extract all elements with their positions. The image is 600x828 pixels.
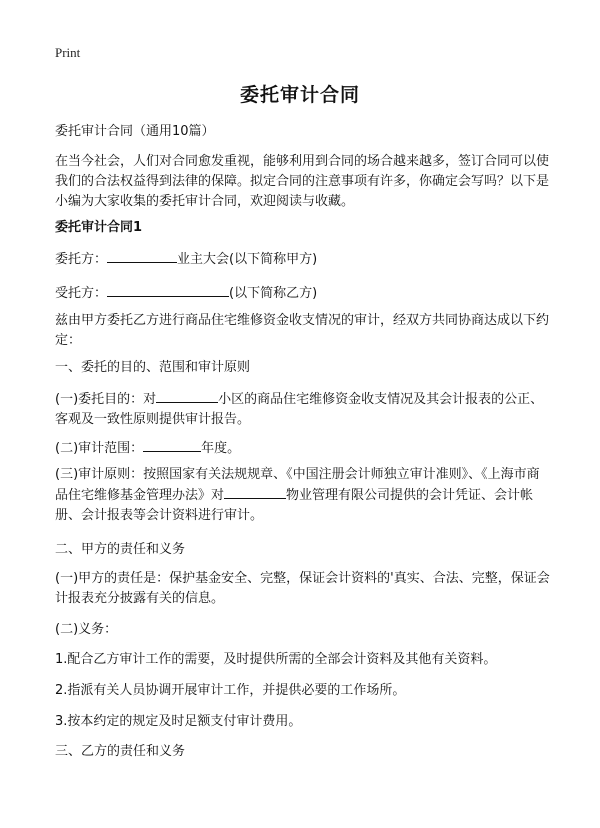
client-suffix: 业主大会(以下简称甲方)	[177, 252, 318, 267]
year-blank	[143, 438, 201, 452]
clause-1-b-suffix: 年度。	[201, 441, 241, 456]
clause-3-title: 三、乙方的责任和义务	[55, 744, 186, 759]
clause-1-a	[55, 389, 550, 430]
client-blank	[107, 249, 177, 263]
preamble-paragraph: 兹由甲方委托乙方进行商品住宅维修资金收支情况的审计，经双方共同协商达成以下约定：	[55, 313, 550, 348]
agent-blank	[107, 283, 229, 297]
client-line	[55, 249, 550, 270]
clause-1-b	[55, 438, 550, 459]
community-blank	[156, 389, 218, 403]
agent-prefix: 受托方：	[55, 286, 108, 301]
clause-1-b-prefix: (二)审计范围：	[55, 441, 144, 456]
agent-line	[55, 283, 550, 304]
clause-1-title: 一、委托的目的、范围和审计原则	[55, 360, 251, 375]
clause-2-b: (二)义务：	[55, 622, 118, 637]
client-prefix: 委托方：	[55, 252, 108, 267]
clause-1-c-suffix: 物业管理有限公司提供的会计凭证、会计帐册、会计报表等会计资料进行审计。	[55, 488, 534, 523]
clause-1-c	[55, 465, 550, 526]
clause-1-c-prefix: (三)审计原则：按照国家有关法规规章、《中国注册会计师独立审计准则》、《上海市商品住宅维修基金管理办法》对	[55, 467, 540, 503]
company-blank	[224, 485, 286, 499]
print-link[interactable]: Print	[55, 45, 81, 60]
duty-item-2: 2.指派有关人员协调开展审计工作，并提供必要的工作场所。	[55, 683, 406, 698]
clause-1-a-prefix: (一)委托目的：对	[55, 392, 157, 407]
agent-suffix: (以下简称乙方)	[229, 286, 318, 301]
duty-item-1: 1.配合乙方审计工作的需要，及时提供所需的全部会计资料及其他有关资料。	[55, 652, 497, 667]
document-subtitle: 委托审计合同（通用10篇）	[55, 124, 215, 139]
intro-paragraph: 在当今社会，人们对合同愈发重视，能够利用到合同的场合越来越多，签订合同可以使我们的合法权益得到法律的保障。拟定合同的注意事项有许多，你确定会写吗？以下是小编为大家收集的委托审计合同，欢迎阅读与收藏。	[55, 154, 550, 209]
clause-2-a: (一)甲方的责任是：保护基金安全、完整，保证会计资料的'真实、合法、完整，保证会计报表充分披露有关的信息。	[55, 571, 550, 606]
clause-2-title: 二、甲方的责任和义务	[55, 542, 186, 557]
clause-1-a-suffix: 小区的商品住宅维修资金收支情况及其会计报表的公正、客观及一致性原则提供审计报告。	[55, 392, 544, 427]
duty-item-3: 3.按本约定的规定及时足额支付审计费用。	[55, 714, 302, 729]
document-title: 委托审计合同	[239, 84, 360, 106]
section-heading: 委托审计合同1	[55, 220, 143, 235]
